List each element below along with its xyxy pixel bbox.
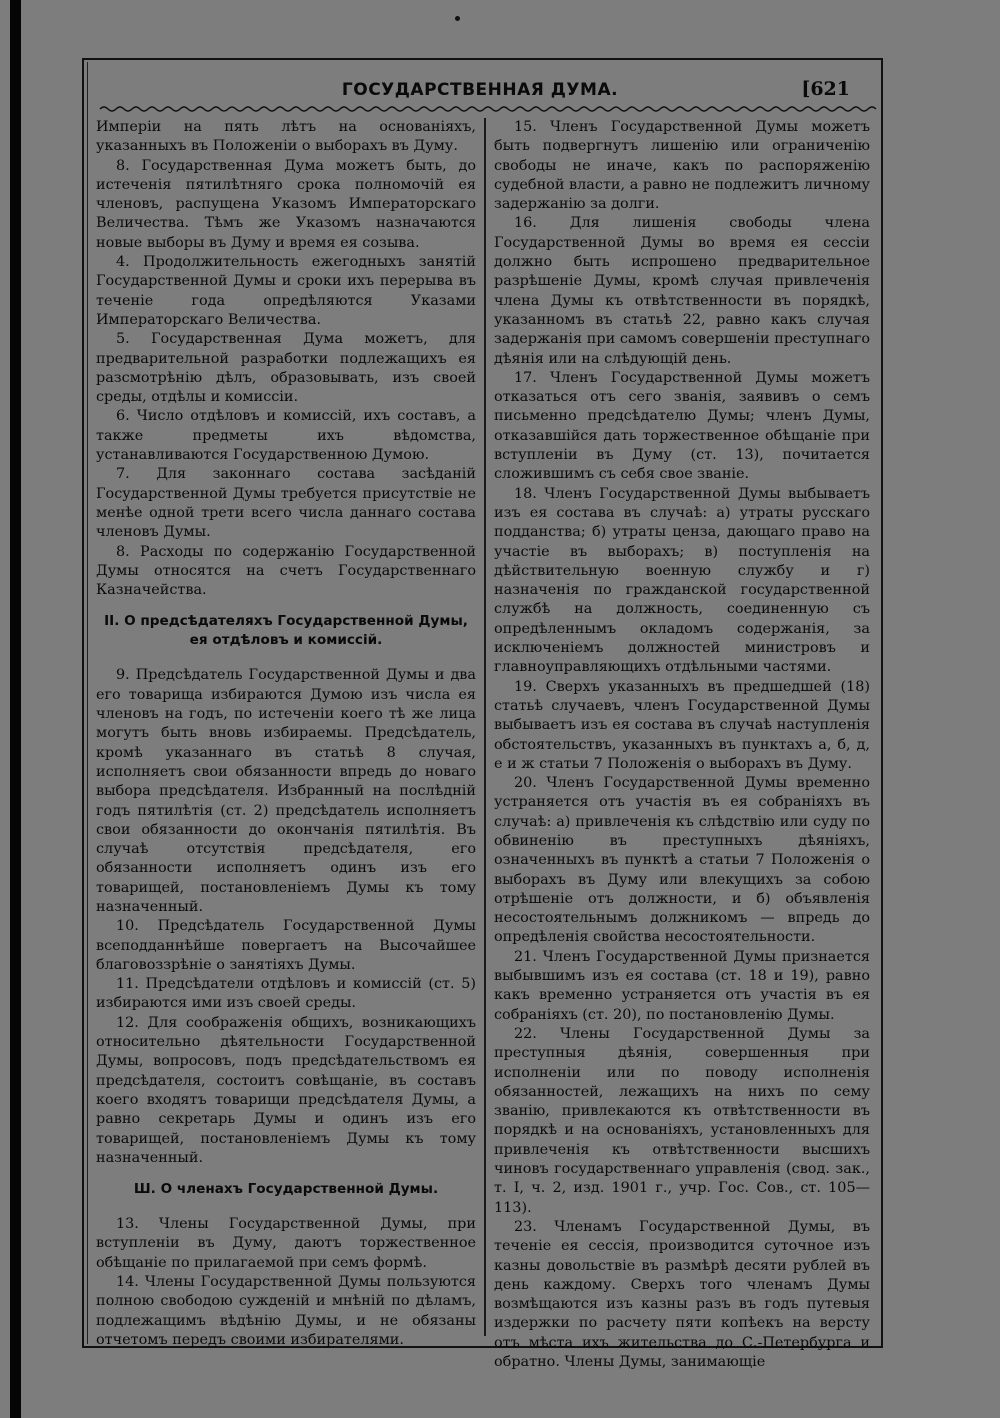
article-4: 4. Продолжительность ежегодныхъ занятій Государственной Думы и сроки ихъ перерыва въ теченіе года опредѣляются Указами Императорскаго Величества.: [96, 254, 476, 328]
wavy-rule: [100, 104, 870, 114]
article-8-dissolution: 8. Государственная Дума можетъ быть, до истеченія пятилѣтняго срока полномочій ея членовъ, распущена Указомъ Императорскаго Величества. Тѣмъ же Указомъ назначаются новые выборы въ Думу и время ея созыва.: [96, 157, 476, 251]
article-23: 23. Членамъ Государственной Думы, въ теченіе ея сессія, производится суточное изъ казны довольствіе въ размѣрѣ десяти рублей въ день каждому. Сверхъ того членамъ Думы возмѣщаются изъ казны разъ въ годъ путевыя издержки по расчету пяти копѣекъ на версту отъ мѣста ихъ жительства до С.-Петербурга и обратно. Члены Думы, занимающіе: [494, 1218, 870, 1370]
article-10: 10. Предсѣдатель Государственной Думы всеподданнѣйше повергаетъ на Высочайшее благовоззрѣніе о занятіяхъ Думы.: [96, 918, 476, 973]
article-20: 20. Членъ Государственной Думы временно устраняется отъ участія въ ея собраніяхъ въ случаѣ: а) привлеченія къ слѣдствію или суду по обвиненію въ преступныхъ дѣяніяхъ, означенныхъ въ пунктѣ а статьи 7 Положенія о выборахъ въ Думу или влекущихъ за собою отрѣшеніе отъ должности, и б) объявленія несостоятельнымъ должникомъ — впредь до опредѣленія свойства несостоятельности.: [494, 775, 870, 946]
section-3-title: Ш. О членахъ Государственной Думы.: [133, 1181, 439, 1198]
article-13: 13. Члены Государственной Думы, при вступленіи въ Думу, даютъ торжественное обѣщаніе по прилагаемой при семъ формѣ.: [96, 1216, 476, 1271]
article-9: 9. Предсѣдатель Государственной Думы и два его товарища избираются Думою изъ числа ея членовъ на годъ, по истеченіи коего тѣ же лица могутъ быть вновь избираемы. Предсѣдатель, кромѣ указаннаго въ статьѣ 8 случая, исполняетъ свои обязанности впредь до новаго выбора предсѣдателя. Избранный на послѣдній годъ пятилѣтія (ст. 2) предсѣдатель исполняетъ свои обязанности до окончанія пятилѣтія. Въ случаѣ отсутствія предсѣдателя, его обязанности исполняетъ одинъ изъ его товарищей, постановленіемъ Думы къ тому назначенный.: [96, 667, 476, 915]
section-2-title: II. О предсѣдателяхъ Государственной Думы, ея отдѣловъ и комиссій.: [104, 613, 468, 649]
article-19: 19. Сверхъ указанныхъ въ предшедшей (18) статьѣ случаевъ, членъ Государственной Думы выбываетъ изъ ея состава въ случаѣ наступленія обстоятельствъ, указанныхъ въ пунктахъ а, б, д, е и ж статьи 7 Положенія о выборахъ въ Думу.: [494, 678, 870, 772]
page-header: [100, 78, 860, 104]
article-8-expenses: 8. Расходы по содержанію Государственной Думы относятся на счетъ Государственнаго Казначейства.: [96, 543, 476, 599]
article-11: 11. Предсѣдатели отдѣловъ и комиссій (ст. 5) избираются ими изъ своей среды.: [96, 976, 476, 1012]
article-5: 5. Государственная Дума можетъ, для предварительной разработки подлежащихъ ея разсмотрѣнію дѣлъ, образовывать, изъ своей среды, отдѣлы и комиссіи.: [96, 331, 476, 406]
paragraph: Имперіи на пять лѣтъ на основаніяхъ, указанныхъ въ Положеніи о выборахъ въ Думу.: [96, 119, 476, 155]
article-7: 7. Для законнаго состава засѣданій Государственной Думы требуется присутствіе не менѣе одной трети всего числа даннаго состава членовъ Думы.: [96, 466, 476, 541]
left-column: [96, 118, 476, 1348]
article-17: 17. Членъ Государственной Думы можетъ отказаться отъ сего званія, заявивъ о семъ письменно предсѣдателю Думы; членъ Думы, отказавшійся дать торжественное обѣщаніе при вступленіи въ Думу (ст. 13), почитается сложившимъ съ себя свое званіе.: [494, 369, 870, 483]
article-15: 15. Членъ Государственной Думы можетъ быть подвергнутъ лишенію или ограниченію свободы не иначе, какъ по распоряженію судебной власти, а равно не подлежитъ личному задержанію за долги.: [494, 119, 870, 213]
right-column: [494, 118, 870, 1370]
ink-dot: [455, 16, 460, 21]
article-6: 6. Число отдѣловъ и комиссій, ихъ составъ, а также предметы ихъ вѣдомства, устанавливаются Государственною Думою.: [96, 408, 476, 464]
page-number: [621: [801, 78, 850, 100]
frame-inner-line: [87, 62, 88, 1344]
article-22: 22. Члены Государственной Думы за преступныя дѣянія, совершенныя при исполненіи или по поводу исполненія обязанностей, лежащихъ на нихъ по сему званію, привлекаются къ отвѣтственности въ порядкѣ и на основаніяхъ, установленныхъ для привлеченія къ отвѣтственности высшихъ чиновъ государственнаго управленія (свод. зак., т. I, ч. 2, изд. 1901 г., учр. Гос. Сов., ст. 105—113).: [494, 1025, 870, 1216]
article-12: 12. Для соображенія общихъ, возникающихъ относительно дѣятельности Государственной Думы, вопросовъ, подъ предсѣдательствомъ ея предсѣдателя, состоитъ совѣщаніе, въ составъ коего входятъ товарищи предсѣдателя Думы, а равно секретарь Думы и одинъ изъ его товарищей, постановленіемъ Думы къ тому назначенный.: [96, 1014, 476, 1166]
article-21: 21. Членъ Государственной Думы признается выбывшимъ изъ ея состава (ст. 18 и 19), равно какъ временно устраняется отъ участія въ ея собраніяхъ (ст. 20), по постановленію Думы.: [494, 948, 870, 1023]
article-16: 16. Для лишенія свободы члена Государственной Думы во время ея сессіи должно быть испрошено предварительное разрѣшеніе Думы, кромѣ случая привлеченія члена Думы къ отвѣтственности въ порядкѣ, указанномъ въ статьѣ 22, равно какъ случая задержанія при самомъ совершеніи преступнаго дѣянія или на слѣдующій день.: [494, 215, 870, 367]
article-18: 18. Членъ Государственной Думы выбываетъ изъ ея состава въ случаѣ: а) утраты русскаго подданства; б) утраты ценза, дающаго право на участіе въ выборахъ; в) поступленія на дѣйствительную военную службу и г) назначенія по гражданской государственной службѣ на должность, соединенную съ опредѣленнымъ окладомъ содержанія, за исключеніемъ должностей министровъ и главноуправляющихъ отдѣльными частями.: [494, 485, 870, 676]
page-edge-shadow: [10, 0, 21, 1418]
column-divider: [484, 118, 486, 1336]
page-title: ГОСУДАРСТВЕННАЯ ДУМА.: [341, 80, 619, 100]
article-14: 14. Члены Государственной Думы пользуются полною свободою сужденій и мнѣній по дѣламъ, подлежащимъ вѣдѣнію Думы, и не обязаны отчетомъ передъ своими избирателями.: [96, 1274, 476, 1348]
